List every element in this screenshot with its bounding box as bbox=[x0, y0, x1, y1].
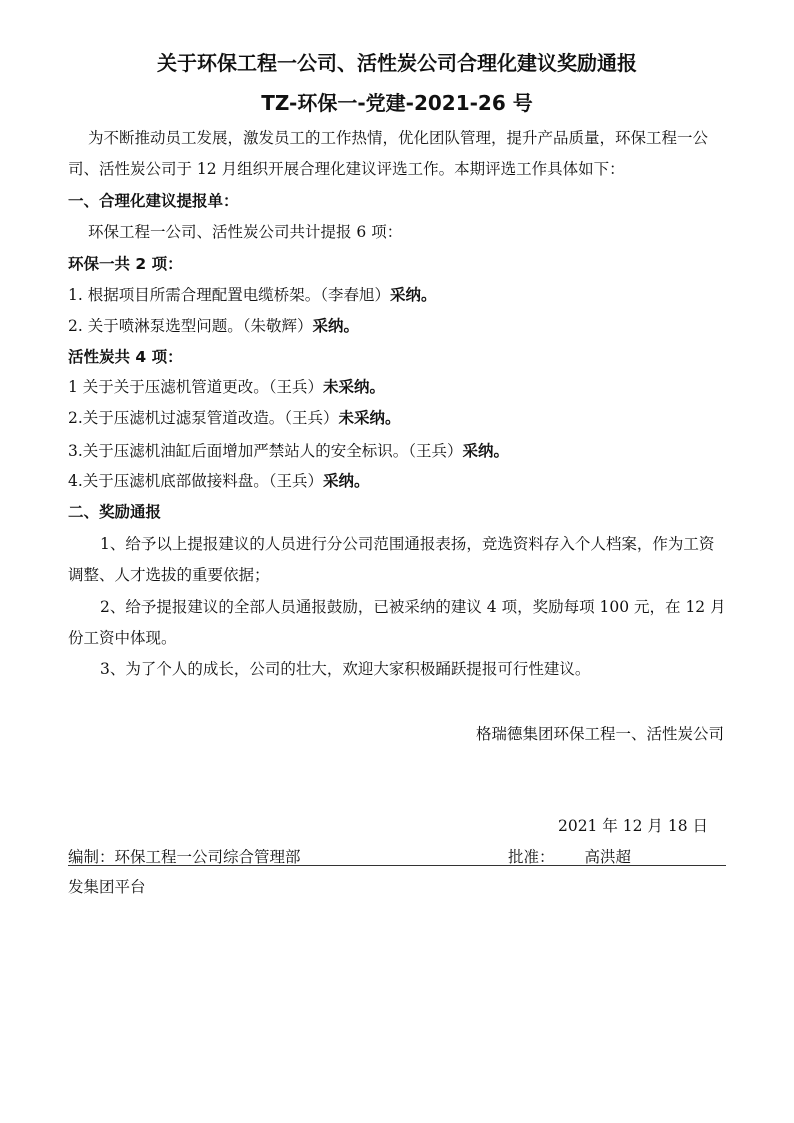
item-status: 采纳。 bbox=[312, 317, 359, 335]
signature: 格瑞德集团环保工程一、活性炭公司 bbox=[475, 725, 724, 743]
list-item bbox=[68, 408, 401, 428]
item-status: 未采纳。 bbox=[323, 378, 386, 396]
item-status: 采纳。 bbox=[389, 286, 437, 304]
distribution: 发集团平台 bbox=[68, 878, 146, 896]
footer-line bbox=[68, 845, 726, 866]
editor-label: 编制：环保工程一公司综合管理部 bbox=[68, 848, 301, 866]
list-item bbox=[68, 316, 359, 336]
section1-summary: 环保工程一公司、活性炭公司共计提报 6 项： bbox=[88, 223, 403, 241]
intro-line-1: 为不断推动员工发展，激发员工的工作热情，优化团队管理，提升产品质量，环保工程一公 bbox=[88, 129, 709, 147]
group1-heading: 环保一共 2 项： bbox=[68, 255, 183, 273]
document-number: TZ-环保一-党建-2021-26 号 bbox=[261, 91, 533, 115]
list-item bbox=[68, 441, 509, 461]
reward-line-1a: 1、给予以上提报建议的人员进行分公司范围通报表扬，竞选资料存入个人档案，作为工资 bbox=[100, 535, 715, 553]
item-status: 采纳。 bbox=[323, 472, 370, 490]
reward-line-1b: 调整、人才选拔的重要依据； bbox=[68, 566, 270, 584]
item-text: 2.关于压滤机过滤泵管道改造。（王兵） bbox=[68, 409, 339, 427]
approver bbox=[508, 845, 631, 867]
section2-heading: 二、奖励通报 bbox=[68, 503, 162, 521]
item-status: 未采纳。 bbox=[338, 409, 401, 427]
item-text: 1 关于关于压滤机管道更改。（王兵） bbox=[68, 378, 324, 396]
section1-heading: 一、合理化建议提报单： bbox=[68, 192, 239, 210]
item-text: 2. 关于喷淋泵选型问题。（朱敬辉） bbox=[68, 317, 313, 335]
item-text: 3.关于压滤机油缸后面增加严禁站人的安全标识。（王兵） bbox=[68, 442, 463, 460]
issue-date: 2021 年 12 月 18 日 bbox=[557, 817, 708, 835]
list-item bbox=[68, 285, 436, 305]
item-text: 4.关于压滤机底部做接料盘。（王兵） bbox=[68, 472, 324, 490]
intro-line-2: 司、活性炭公司于 12 月组织开展合理化建议评选工作。本期评选工作具体如下： bbox=[68, 160, 625, 178]
approver-label: 批准： bbox=[508, 848, 555, 866]
group2-heading: 活性炭共 4 项： bbox=[68, 348, 183, 366]
reward-line-2b: 份工资中体现。 bbox=[68, 629, 177, 647]
document-title: 关于环保工程一公司、活性炭公司合理化建议奖励通报 bbox=[157, 51, 637, 75]
reward-line-2a: 2、给予提报建议的全部人员通报鼓励，已被采纳的建议 4 项，奖励每项 100 元，在 12 月 bbox=[100, 598, 726, 616]
reward-line-3: 3、为了个人的成长，公司的壮大，欢迎大家积极踊跃提报可行性建议。 bbox=[100, 660, 591, 678]
item-text: 1. 根据项目所需合理配置电缆桥架。（李春旭） bbox=[68, 286, 390, 304]
approver-name: 高洪超 bbox=[584, 848, 632, 866]
list-item bbox=[68, 377, 385, 397]
list-item bbox=[68, 471, 370, 491]
item-status: 采纳。 bbox=[462, 442, 510, 460]
